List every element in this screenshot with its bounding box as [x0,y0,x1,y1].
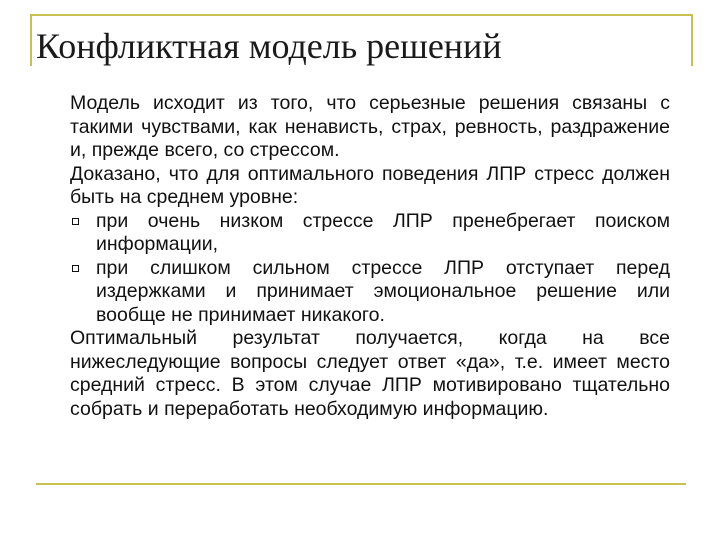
title-frame-left-rule [30,14,32,66]
bullet-text: при слишком сильном стрессе ЛПР отступает перед издержками и принимает эмоциональное решение или вообще не принимает никакого. [96,256,670,326]
bullet-text: при очень низком стрессе ЛПР пренебрегает поиском информации, [96,209,670,255]
stress-paragraph: Доказано, что для оптимального поведения ЛПР стресс должен быть на среднем уровне: [70,162,670,208]
intro-paragraph: Модель исходит из того, что серьезные решения связаны с такими чувствами, как ненависть, страх, ревность, раздражение и, прежде всего, со стрессом. [70,92,670,161]
bullet-item [70,210,670,257]
bullet-list [70,210,670,328]
footer-rule [36,483,686,485]
hollow-square-icon [72,265,79,272]
hollow-square-icon [72,218,79,225]
title-frame-top-rule [30,14,693,16]
slide-body [70,92,670,421]
closing-paragraph: Оптимальный результат получается, когда на все нижеследующие вопросы следует ответ «да», т.е. имеет место средний стресс. В этом случае ЛПР мотивировано тщательно собрать и переработать необходимую информацию. [70,327,670,420]
bullet-item [70,257,670,328]
slide-title: Конфликтная модель решений [36,26,502,66]
title-frame-right-rule [691,14,693,66]
